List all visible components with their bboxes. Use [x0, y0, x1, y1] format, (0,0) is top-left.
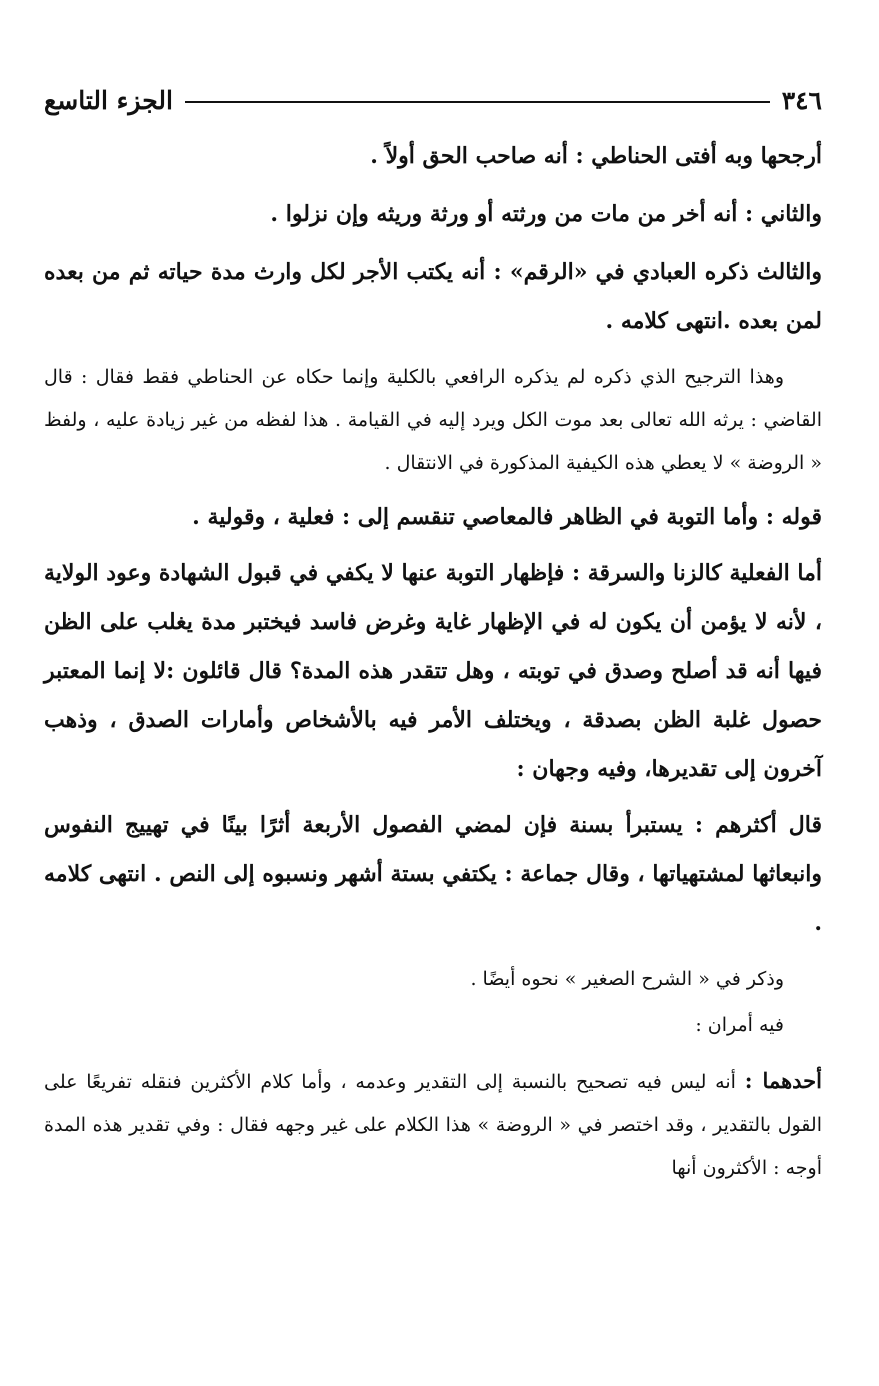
paragraph-4: وهذا الترجيح الذي ذكره لم يذكره الرافعي بالكلية وإنما حكاه عن الحناطي فقط فقال : قال القاضي : يرثه الله تعالى بعد موت الكل ويرد إليه في القيامة . هذا لفظه من غير زيادة عليه ، ولفظ « الروضة » لا يعطي هذه الكيفية المذكورة في الانتقال . [44, 366, 822, 474]
page-number: ٣٤٦ [781, 85, 822, 115]
paragraph-9: فيه أمران : [695, 1014, 784, 1036]
paragraph-1: أرجحها وبه أفتى الحناطي : أنه صاحب الحق أولاً . [370, 143, 822, 169]
paragraph-6: أما الفعلية كالزنا والسرقة : فإظهار التوبة عنها لا يكفي في قبول الشهادة وعود الولاية ، لأنه لا يؤمن أن يكون له في الإظهار غاية وغرض فاسد فيختبر مدة يغلب على الظن فيها أنه قد أصلح وصدق في توبته ، وهل تتقدر هذه المدة؟ قال قائلون :لا إنما المعتبر حصول غلبة الظن بصدقة ، ويختلف الأمر فيه بالأشخاص وأمارات الصدق ، وذهب آخرون إلى تقديرها، وفيه وجهان : [44, 560, 822, 782]
header-rule [185, 101, 770, 103]
paragraph-7: قال أكثرهم : يستبرأ بسنة فإن لمضي الفصول الأربعة أثرًا بينًا في تهييج النفوس وانبعاثها لمشتهياتها ، وقال جماعة : يكتفي بستة أشهر ونسبوه إلى النص . انتهى كلامه . [44, 812, 822, 936]
paragraph-10 [44, 1059, 822, 1190]
paragraph-3: والثالث ذكره العبادي في «الرقم» : أنه يكتب الأجر لكل وارث مدة حياته ثم من بعده لمن بعده .انتهى كلامه . [44, 259, 822, 334]
running-title: الجزء التاسع [44, 85, 173, 115]
paragraph-lead-word: أحدهما : [744, 1068, 822, 1093]
paragraph-8: وذكر في « الشرح الصغير » نحوه أيضًا . [470, 968, 784, 990]
paragraph-2: والثاني : أنه أخر من مات من ورثته أو ورثة وريثه وإن نزلوا . [270, 201, 822, 227]
paragraph-5: قوله : وأما التوبة في الظاهر فالمعاصي تنقسم إلى : فعلية ، وقولية . [192, 504, 822, 530]
book-page [44, 78, 822, 1190]
paragraph-10-text: أنه ليس فيه تصحيح بالنسبة إلى التقدير وعدمه ، وأما كلام الأكثرين فنقله تفريعًا على القول بالتقدير ، وقد اختصر في « الروضة » هذا الكلام على غير وجهه فقال : وفي تقدير هذه المدة أوجه : الأكثرون أنها [44, 1071, 822, 1179]
running-header [44, 78, 822, 122]
